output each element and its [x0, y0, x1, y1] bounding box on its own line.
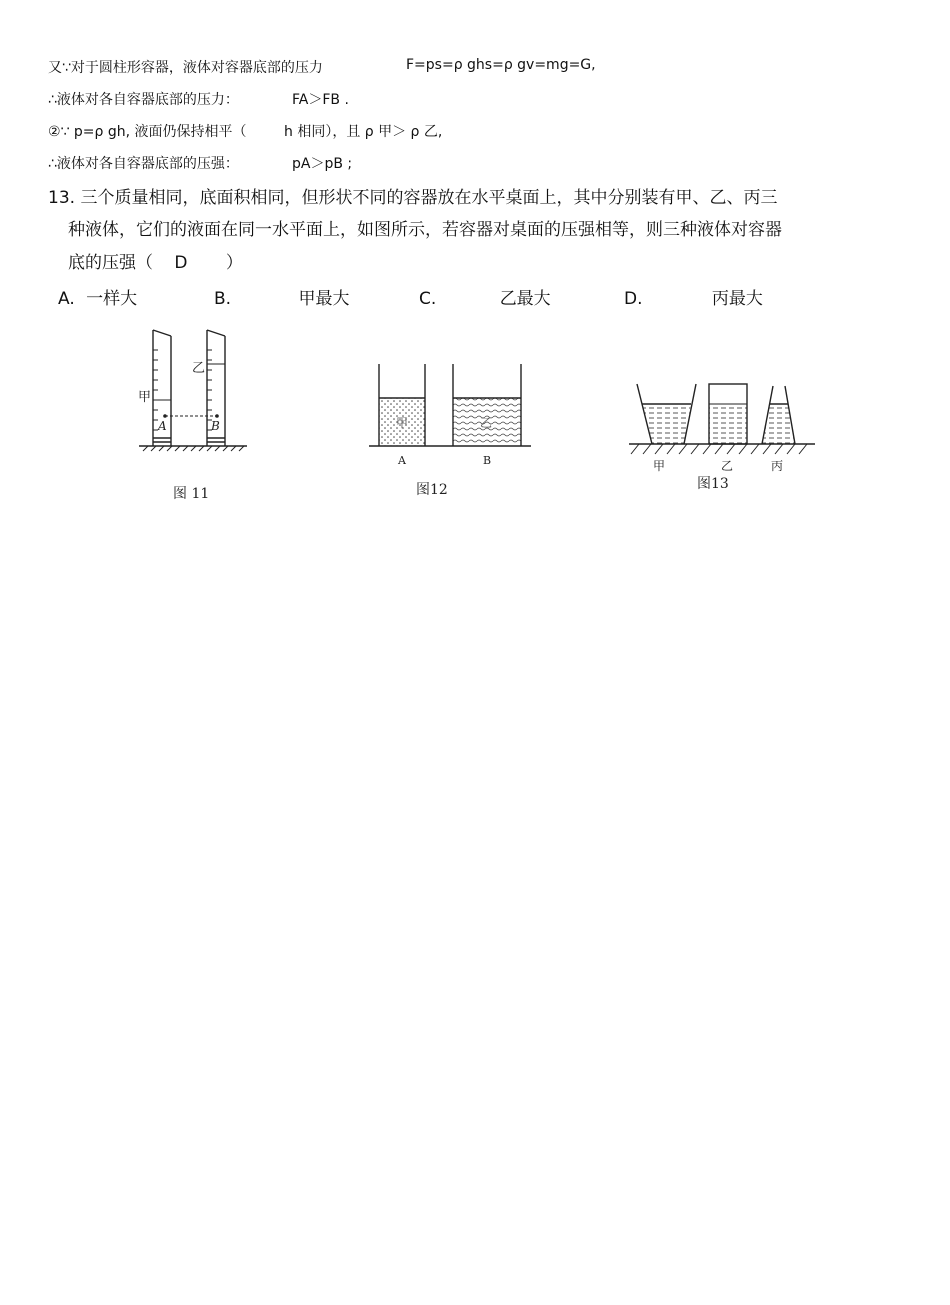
line-4-text: ∴液体对各自容器底部的压强：	[48, 156, 239, 172]
question-line-3	[68, 248, 243, 273]
line-3	[48, 121, 247, 141]
figure-13-caption: 图13	[697, 476, 729, 492]
fig13-liquid-jia	[642, 404, 691, 444]
option-c[interactable]	[419, 284, 551, 309]
line-1-text: 又∵对于圆柱形容器，液体对容器底部的压力	[48, 60, 323, 76]
question-stem-3: 底的压强（	[68, 253, 153, 273]
fig11-point-a	[163, 414, 167, 418]
question-line-2	[68, 215, 782, 240]
option-b-text: 甲最大	[298, 289, 350, 309]
line-2-text: ∴液体对各自容器底部的压力：	[48, 92, 239, 108]
line-2	[48, 89, 239, 109]
figure-12-caption: 图12	[416, 482, 448, 498]
question-number: 13.	[48, 188, 76, 208]
option-a-text: 一样大	[86, 289, 138, 309]
option-d-text: 丙最大	[711, 289, 763, 309]
fig11-point-b	[215, 414, 219, 418]
line-3-h: h 相同），且 ρ 甲＞ ρ 乙,	[284, 124, 443, 140]
option-c-letter: C.	[419, 289, 437, 309]
option-a-letter: A.	[58, 289, 75, 309]
line-4	[48, 153, 239, 173]
fig13-liquid-bing	[762, 404, 795, 444]
figure-13	[625, 376, 820, 476]
line-3-text: ②∵ p=ρ gh, 液面仍保持相平（	[48, 124, 247, 140]
answer-value: D	[174, 253, 188, 273]
fig13-liquid-yi	[709, 404, 747, 444]
fig11-label-b: B	[211, 419, 220, 433]
fig11-label-a: A	[158, 419, 167, 433]
option-b-letter: B.	[214, 289, 232, 309]
fig13-label-yi: 乙	[721, 459, 734, 473]
line-2-formula: FA＞FB .	[292, 92, 349, 108]
figure-12	[365, 360, 535, 470]
figure-11-caption: 图 11	[173, 486, 210, 502]
fig12-liquid-label-a: 甲	[396, 416, 409, 430]
option-d-letter: D.	[624, 289, 643, 309]
option-d[interactable]	[624, 284, 763, 309]
question-stem-1: 三个质量相同，底面积相同，但形状不同的容器放在水平桌面上，其中分别装有甲、乙、丙三	[80, 188, 778, 208]
figure-11	[135, 320, 255, 460]
question-line-1	[48, 183, 777, 208]
fig11-ground-hatch	[143, 446, 244, 451]
question-stem-3-end: ）	[225, 253, 243, 273]
fig11-label-jia: 甲	[138, 390, 152, 405]
fig13-ground-hatch	[631, 444, 807, 454]
fig12-liquid-label-b: 乙	[480, 416, 493, 430]
line-1-formula: F=ps=ρ ghs=ρ gv=mg=G,	[406, 57, 596, 73]
fig12-label-a: A	[398, 454, 406, 467]
fig13-label-jia: 甲	[653, 459, 666, 473]
fig12-label-b: B	[483, 454, 492, 467]
fig11-label-yi: 乙	[192, 361, 206, 376]
option-c-text: 乙最大	[499, 289, 551, 309]
fig11-ticks-2	[207, 350, 225, 430]
line-4-formula: pA＞pB ;	[292, 156, 353, 172]
option-a[interactable]	[58, 284, 137, 309]
fig13-label-bing: 丙	[771, 459, 784, 473]
line-1	[48, 57, 323, 77]
question-stem-2: 种液体，它们的液面在同一水平面上，如图所示，若容器对桌面的压强相等，则三种液体对容器	[68, 220, 782, 240]
fig11-ticks-1	[153, 350, 171, 430]
option-b[interactable]	[214, 284, 349, 309]
